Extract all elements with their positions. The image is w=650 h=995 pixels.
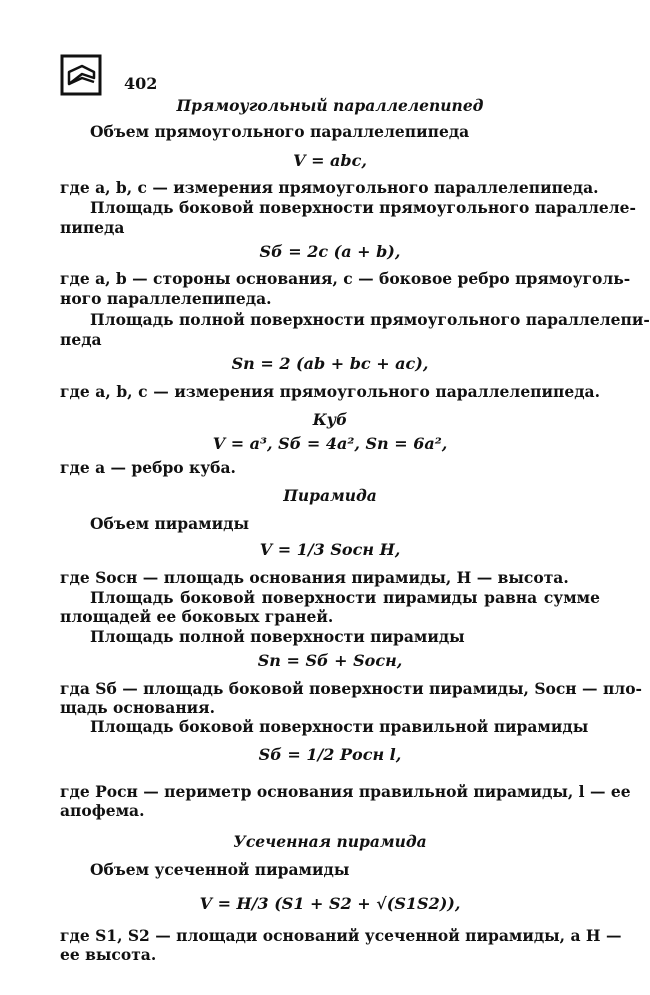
text-line: ее высота.: [60, 945, 157, 964]
formula-full-parallelepiped: Sп = 2 (ab + bc + ac),: [231, 354, 429, 373]
text-line: где Sосн — площадь основания пирамиды, H — высота.: [60, 568, 569, 587]
text-line: Площадь боковой поверхности правильной пирамиды: [90, 717, 589, 736]
text-line: Объем пирамиды: [90, 514, 250, 533]
text-line: гда Sб — площадь боковой поверхности пирамиды, Sосн — пло-: [60, 679, 642, 698]
formula-volume-pyramid: V = 1/3 Sосн H,: [259, 540, 401, 559]
text-line: где a, b, c — измерения прямоугольного параллелепипеда.: [60, 382, 600, 401]
formula-lateral-parallelepiped: Sб = 2c (a + b),: [259, 242, 401, 261]
book-icon: [60, 54, 102, 96]
text-line: Объем усеченной пирамиды: [90, 860, 350, 879]
text-line: где a, b, c — измерения прямоугольного параллелепипеда.: [60, 178, 599, 197]
formula-full-pyramid: Sп = Sб + Sосн,: [257, 651, 403, 670]
text-line: Объем прямоугольного параллелепипеда: [90, 122, 470, 141]
section-heading-parallelepiped: Прямоугольный параллелепипед: [176, 96, 484, 115]
section-heading-cube: Куб: [312, 410, 348, 429]
section-heading-frustum: Усеченная пирамида: [233, 832, 427, 851]
text-line: Площадь боковой поверхности пирамиды равна сумме: [90, 588, 600, 607]
formula-cube: V = a³, Sб = 4a², Sп = 6a²,: [212, 434, 448, 453]
text-line: ного параллелепипеда.: [60, 289, 272, 308]
text-line: где a, b — стороны основания, c — боковое ребро прямоуголь-: [60, 269, 631, 288]
text-line: где S1, S2 — площади оснований усеченной пирамиды, а H —: [60, 926, 622, 945]
formula-volume-frustum: V = H/3 (S1 + S2 + √(S1S2)),: [199, 894, 461, 913]
page-number: 402: [124, 74, 158, 93]
text-line: Площадь полной поверхности пирамиды: [90, 627, 465, 646]
text-line: апофема.: [60, 801, 145, 820]
text-line: пипеда: [60, 218, 125, 237]
text-line: Площадь полной поверхности прямоугольного параллелепи-: [90, 310, 650, 329]
formula-regular-pyramid: Sб = 1/2 Pосн l,: [258, 745, 402, 764]
text-line: площадей ее боковых граней.: [60, 607, 334, 626]
text-line: щадь основания.: [60, 698, 216, 717]
text-line: где Pосн — периметр основания правильной пирамиды, l — ее: [60, 782, 631, 801]
formula-volume-parallelepiped: V = abc,: [293, 151, 367, 170]
text-line: Площадь боковой поверхности прямоугольного параллеле-: [90, 198, 636, 217]
text-line: педа: [60, 330, 102, 349]
text-line: где a — ребро куба.: [60, 458, 236, 477]
section-heading-pyramid: Пирамида: [283, 486, 377, 505]
